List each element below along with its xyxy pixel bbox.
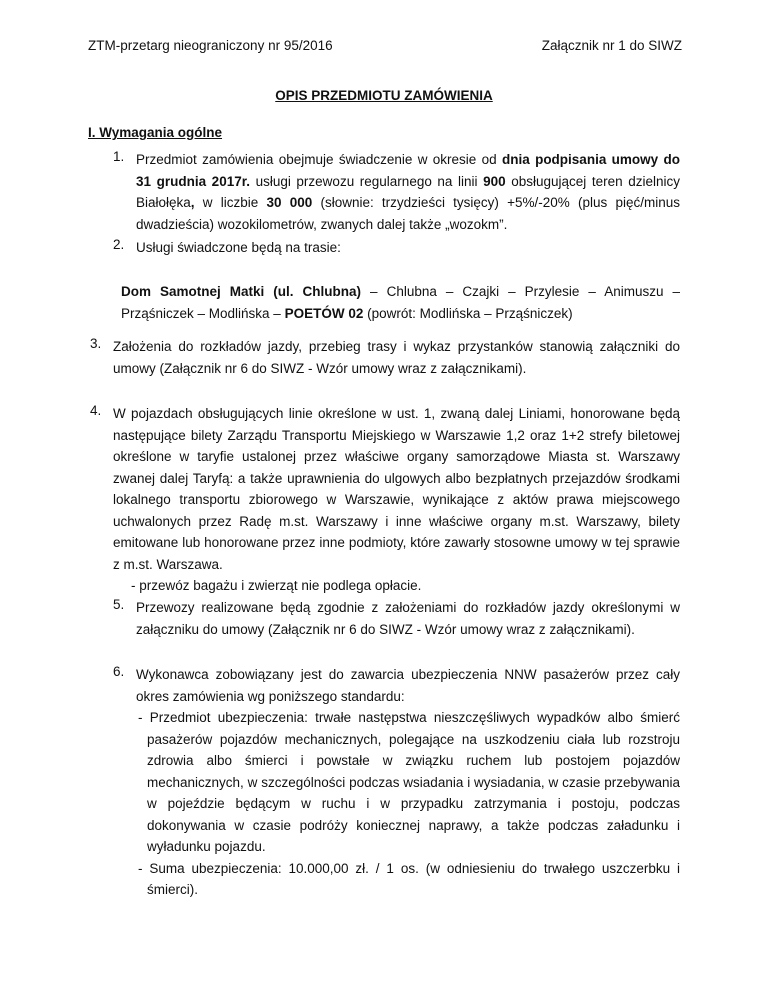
date-range: dnia podpisania umowy do 31 grudnia 2017r. bbox=[136, 152, 680, 189]
header-right: Załącznik nr 1 do SIWZ bbox=[541, 38, 682, 53]
insurance-subject: - Przedmiot ubezpieczenia: trwałe następstwa nieszczęśliwych wypadków albo śmierć pasażerów pojazdów mechanicznych, polegające na uszkodzeniu ciała lub rozstroju zdrowia albo śmierci i powstałe w związku ruchem lub postojem pojazdów mechanicznych, w szczególności podczas wsiadania i wysiadania, w czasie przebywania w pojeździe będącym w ruchu i w przypadku zatrzymania i postoju, podczas dokonywania w czasie podróży koniecznej naprawy, a także podczas załadunku i wyładunku pojazdu. bbox=[138, 710, 680, 854]
route-start: Dom Samotnej Matki (ul. Chlubna) bbox=[121, 284, 362, 299]
item-number: 6. bbox=[113, 664, 125, 679]
item-number: 1. bbox=[113, 149, 125, 164]
item-4: W pojazdach obsługujących linie określone w ust. 1, zwaną dalej Liniami, honorowane będą następujące bilety Zarządu Transportu Miejskiego w Warszawie 1,2 oraz 1+2 strefy biletowej określone w taryfie ustalonej przez właściwe organy samorządowe Miasta st. Warszawy zwanej dalej Taryfą: a także uprawnienia do ulgowych albo bezpłatnych przejazdów środkami lokalnego transportu zbiorowego w Warszawie, wynikające z aktów prawa miejscowego uchwalonych przez Radę m.st. Warszawy i inne właściwe organy m.st. Warszawy, bilety emitowane lub honorowane przez inne podmioty, które zawarły stosowne umowy w tej sprawie z m.st. Warszawa. - przewóz bagażu i zwierząt nie podlega opłacie. bbox=[113, 403, 680, 597]
item-2: Usługi świadczone będą na trasie: bbox=[136, 240, 341, 255]
insurance-sum: - Suma ubezpieczenia: 10.000,00 zł. / 1 os. (w odniesieniu do trwałego uszczerbku i śmierci). bbox=[138, 860, 680, 897]
vehicle-km-count: 30 000 bbox=[266, 195, 313, 210]
item-number: 2. bbox=[113, 237, 125, 252]
item-5: Przewozy realizowane będą zgodnie z założeniami do rozkładów jazdy określonymi w załączniku do umowy (Załącznik nr 6 do SIWZ - Wzór umowy wraz z załącznikami). bbox=[136, 600, 680, 637]
item-number: 5. bbox=[113, 597, 125, 612]
route-end: POETÓW 02 bbox=[284, 305, 364, 321]
header-left: ZTM-przetarg nieograniczony nr 95/2016 bbox=[88, 38, 333, 53]
route-description: Dom Samotnej Matki (ul. Chlubna) – Chlubna – Czajki – Przylesie – Animuszu – Prząśniczek – Modlińska – POETÓW 02 (powrót: Modlińska – Prząśniczek) bbox=[121, 284, 680, 321]
item-3: Założenia do rozkładów jazdy, przebieg trasy i wykaz przystanków stanowią załączniki do umowy (Załącznik nr 6 do SIWZ - Wzór umowy wraz z załącznikami). bbox=[113, 339, 680, 376]
item-1: Przedmiot zamówienia obejmuje świadczenie w okresie od dnia podpisania umowy do 31 grudnia 2017r. usługi przewozu regularnego na linii 900 obsługującej teren dzielnicy Białołęka, w liczbie 30 000 (słownie: trzydzieści tysięcy) +5%/-20% (plus pięć/minus dwadzieścia) wozokilometrów, zwanych dalej także „wozokm”. bbox=[136, 152, 680, 232]
item-6: Wykonawca zobowiązany jest do zawarcia ubezpieczenia NNW pasażerów przez cały okres zamówienia wg poniższego standardu: - Przedmiot ubezpieczenia: trwałe następstwa nieszczęśliwych wypadków albo śmierć pasażerów pojazdów mechanicznych, polegające na uszkodzeniu ciała lub rozstroju zdrowia albo śmierci i powstałe w związku ruchem lub postojem pojazdów mechanicznych, w szczególności podczas wsiadania i wysiadania, w czasie przebywania w pojeździe będącym w ruchu i w przypadku zatrzymania i postoju, podczas dokonywania w czasie podróży koniecznej naprawy, a także podczas załadunku i wyładunku pojazdu. - Suma ubezpieczenia: 10.000,00 zł. / 1 os. (w odniesieniu do trwałego uszczerbku i śmierci). bbox=[136, 664, 680, 901]
item-number: 3. bbox=[90, 336, 102, 351]
item-4-sub: - przewóz bagażu i zwierząt nie podlega opłacie. bbox=[131, 578, 422, 593]
line-number: 900 bbox=[483, 173, 506, 189]
section-heading: I. Wymagania ogólne bbox=[88, 125, 223, 140]
page-title: OPIS PRZEDMIOTU ZAMÓWIENIA bbox=[275, 88, 493, 103]
item-number: 4. bbox=[90, 403, 102, 418]
